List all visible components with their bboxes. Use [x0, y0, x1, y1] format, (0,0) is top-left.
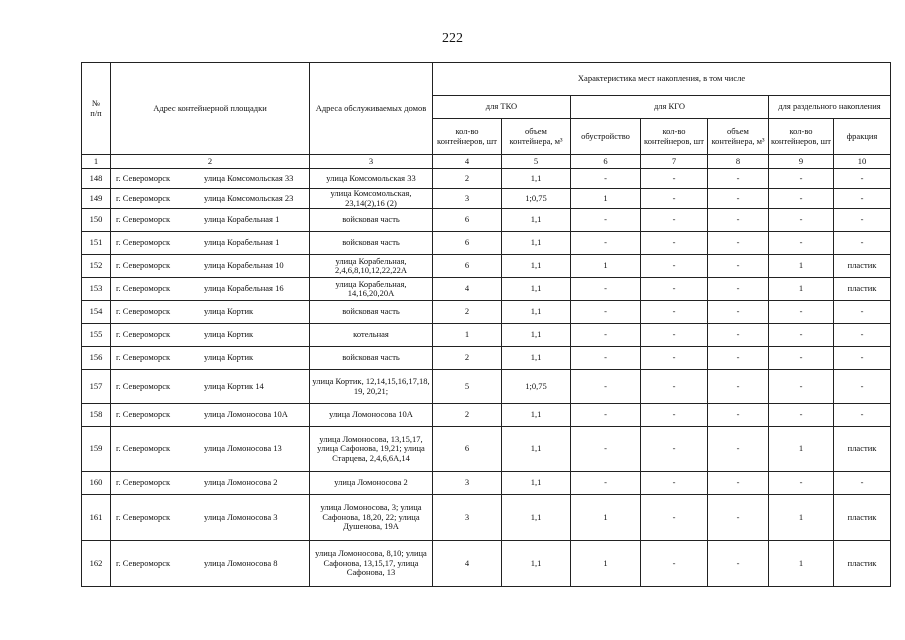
sep-fraction: пластик [834, 495, 891, 541]
row-number: 150 [82, 209, 111, 232]
city-name: г. Североморск [116, 306, 171, 317]
tko-count: 6 [433, 209, 502, 232]
table-row [82, 472, 891, 495]
col-number: 8 [708, 155, 769, 169]
served-houses: улица Комсомольская, 23,14(2),16 (2) [310, 189, 433, 209]
city-name: г. Североморск [116, 237, 171, 248]
row-number: 148 [82, 169, 111, 189]
sep-count: - [769, 347, 834, 370]
kgo-volume: - [708, 472, 769, 495]
kgo-setup: - [571, 301, 641, 324]
tko-count: 2 [433, 347, 502, 370]
kgo-setup: 1 [571, 189, 641, 209]
sep-fraction: пластик [834, 278, 891, 301]
header-kgo-setup: обустройство [571, 119, 641, 155]
header-separate: для раздельного накопления [769, 96, 891, 119]
tko-count: 4 [433, 541, 502, 587]
tko-volume: 1,1 [502, 472, 571, 495]
kgo-setup: - [571, 347, 641, 370]
table-row [82, 169, 891, 189]
table-row [82, 278, 891, 301]
kgo-setup: - [571, 278, 641, 301]
row-number: 149 [82, 189, 111, 209]
served-houses: войсковая часть [310, 232, 433, 255]
row-number: 156 [82, 347, 111, 370]
tko-volume: 1,1 [502, 209, 571, 232]
site-address-cell [111, 370, 310, 404]
row-number: 151 [82, 232, 111, 255]
tko-count: 4 [433, 278, 502, 301]
tko-volume: 1,1 [502, 347, 571, 370]
site-address-cell [111, 427, 310, 472]
tko-volume: 1,1 [502, 301, 571, 324]
served-houses: улица Ломоносова 2 [310, 472, 433, 495]
sep-fraction: - [834, 209, 891, 232]
header-kgo-count: кол-во контейнеров, шт [641, 119, 708, 155]
kgo-volume: - [708, 189, 769, 209]
table-row [82, 427, 891, 472]
sep-count: - [769, 232, 834, 255]
site-address-cell [111, 209, 310, 232]
kgo-volume: - [708, 347, 769, 370]
kgo-setup: 1 [571, 541, 641, 587]
table-row [82, 541, 891, 587]
site-address-cell [111, 232, 310, 255]
kgo-count: - [641, 301, 708, 324]
sep-fraction: пластик [834, 541, 891, 587]
sep-count: - [769, 404, 834, 427]
street-address: улица Ломоносова 3 [204, 511, 278, 522]
header-tko: для ТКО [433, 96, 571, 119]
tko-count: 3 [433, 189, 502, 209]
sep-count: - [769, 324, 834, 347]
kgo-count: - [641, 404, 708, 427]
kgo-volume: - [708, 370, 769, 404]
street-address: улица Ломоносова 2 [204, 477, 278, 488]
sep-count: - [769, 169, 834, 189]
sep-count: - [769, 472, 834, 495]
row-number: 155 [82, 324, 111, 347]
table-row [82, 495, 891, 541]
street-address: улица Корабельная 1 [204, 214, 280, 225]
site-address-cell [111, 189, 310, 209]
street-address: улица Корабельная 10 [204, 260, 284, 271]
city-name: г. Североморск [116, 283, 171, 294]
tko-volume: 1,1 [502, 495, 571, 541]
city-name: г. Североморск [116, 214, 171, 225]
header-num: № п/п [82, 63, 111, 155]
col-number: 2 [111, 155, 310, 169]
city-name: г. Североморск [116, 352, 171, 363]
street-address: улица Ломоносова 10А [204, 409, 288, 420]
row-number: 158 [82, 404, 111, 427]
table-body [82, 169, 891, 587]
served-houses: улица Ломоносова, 8,10; улица Сафонова, 13,15,17, улица Сафонова, 13 [310, 541, 433, 587]
kgo-count: - [641, 232, 708, 255]
city-name: г. Североморск [116, 329, 171, 340]
street-address: улица Кортик 14 [204, 380, 264, 391]
kgo-setup: 1 [571, 495, 641, 541]
street-address: улица Ломоносова 8 [204, 557, 278, 568]
city-name: г. Североморск [116, 477, 171, 488]
tko-count: 6 [433, 255, 502, 278]
header-kgo-volume: объем контейнера, м³ [708, 119, 769, 155]
city-name: г. Североморск [116, 443, 171, 454]
sep-count: 1 [769, 278, 834, 301]
tko-volume: 1,1 [502, 427, 571, 472]
header-sep-fraction: фракция [834, 119, 891, 155]
kgo-count: - [641, 427, 708, 472]
sep-count: 1 [769, 427, 834, 472]
kgo-volume: - [708, 404, 769, 427]
sep-fraction: - [834, 232, 891, 255]
served-houses: улица Ломоносова, 3; улица Сафонова, 18,20, 22; улица Душенова, 19А [310, 495, 433, 541]
tko-count: 2 [433, 301, 502, 324]
tko-volume: 1;0,75 [502, 370, 571, 404]
table-row [82, 324, 891, 347]
sep-fraction: - [834, 324, 891, 347]
kgo-volume: - [708, 209, 769, 232]
sep-fraction: - [834, 370, 891, 404]
table-row [82, 232, 891, 255]
city-name: г. Североморск [116, 172, 171, 183]
sep-fraction: пластик [834, 255, 891, 278]
site-address-cell [111, 278, 310, 301]
sep-count: 1 [769, 255, 834, 278]
kgo-count: - [641, 541, 708, 587]
tko-count: 6 [433, 427, 502, 472]
kgo-setup: - [571, 404, 641, 427]
kgo-volume: - [708, 232, 769, 255]
served-houses: войсковая часть [310, 347, 433, 370]
site-address-cell [111, 301, 310, 324]
kgo-volume: - [708, 301, 769, 324]
served-houses: улица Ломоносова 10А [310, 404, 433, 427]
tko-volume: 1,1 [502, 278, 571, 301]
sep-count: 1 [769, 495, 834, 541]
site-address-cell [111, 541, 310, 587]
row-number: 162 [82, 541, 111, 587]
header-characteristic: Характеристика мест накопления, в том числе [433, 63, 891, 96]
site-address-cell [111, 472, 310, 495]
street-address: улица Комсомольская 33 [204, 172, 294, 183]
tko-volume: 1,1 [502, 232, 571, 255]
served-houses: улица Комсомольская 33 [310, 169, 433, 189]
table-row [82, 301, 891, 324]
street-address: улица Кортик [204, 306, 254, 317]
tko-volume: 1,1 [502, 255, 571, 278]
tko-count: 1 [433, 324, 502, 347]
served-houses: улица Ломоносова, 13,15,17, улица Сафонова, 19,21; улица Старцева, 2,4,6,6А,14 [310, 427, 433, 472]
kgo-setup: - [571, 370, 641, 404]
table-row [82, 347, 891, 370]
sep-fraction: - [834, 347, 891, 370]
header-sep-count: кол-во контейнеров, шт [769, 119, 834, 155]
site-address-cell [111, 495, 310, 541]
sep-fraction: - [834, 404, 891, 427]
kgo-count: - [641, 472, 708, 495]
kgo-count: - [641, 495, 708, 541]
tko-count: 3 [433, 472, 502, 495]
served-houses: войсковая часть [310, 301, 433, 324]
sep-count: - [769, 301, 834, 324]
kgo-count: - [641, 255, 708, 278]
street-address: улица Кортик [204, 329, 254, 340]
header-site-address: Адрес контейнерной площадки [111, 63, 310, 155]
col-number: 6 [571, 155, 641, 169]
kgo-volume: - [708, 495, 769, 541]
row-number: 154 [82, 301, 111, 324]
street-address: улица Корабельная 1 [204, 237, 280, 248]
row-number: 157 [82, 370, 111, 404]
city-name: г. Североморск [116, 557, 171, 568]
served-houses: улица Корабельная, 2,4,6,8,10,12,22,22А [310, 255, 433, 278]
tko-volume: 1,1 [502, 404, 571, 427]
header-tko-count: кол-во контейнеров, шт [433, 119, 502, 155]
table-row [82, 404, 891, 427]
sep-count: - [769, 370, 834, 404]
tko-count: 2 [433, 404, 502, 427]
sep-count: - [769, 209, 834, 232]
header-kgo: для КГО [571, 96, 769, 119]
kgo-count: - [641, 189, 708, 209]
site-address-cell [111, 347, 310, 370]
kgo-volume: - [708, 169, 769, 189]
kgo-setup: - [571, 427, 641, 472]
kgo-setup: - [571, 209, 641, 232]
sep-fraction: - [834, 189, 891, 209]
city-name: г. Североморск [116, 409, 171, 420]
kgo-count: - [641, 324, 708, 347]
page-number: 222 [442, 31, 463, 46]
street-address: улица Корабельная 16 [204, 283, 284, 294]
city-name: г. Североморск [116, 192, 171, 203]
tko-volume: 1,1 [502, 541, 571, 587]
col-number: 7 [641, 155, 708, 169]
kgo-count: - [641, 209, 708, 232]
col-number: 3 [310, 155, 433, 169]
tko-volume: 1,1 [502, 169, 571, 189]
kgo-setup: - [571, 324, 641, 347]
kgo-volume: - [708, 427, 769, 472]
tko-count: 2 [433, 169, 502, 189]
city-name: г. Североморск [116, 511, 171, 522]
tko-count: 5 [433, 370, 502, 404]
col-number: 1 [82, 155, 111, 169]
table-row [82, 209, 891, 232]
city-name: г. Североморск [116, 260, 171, 271]
street-address: улица Комсомольская 23 [204, 192, 294, 203]
sep-fraction: - [834, 472, 891, 495]
tko-volume: 1;0,75 [502, 189, 571, 209]
kgo-count: - [641, 278, 708, 301]
kgo-setup: - [571, 472, 641, 495]
served-houses: войсковая часть [310, 209, 433, 232]
col-number: 5 [502, 155, 571, 169]
site-address-cell [111, 255, 310, 278]
kgo-setup: - [571, 169, 641, 189]
street-address: улица Кортик [204, 352, 254, 363]
col-number: 4 [433, 155, 502, 169]
container-sites-table [81, 62, 891, 587]
served-houses: котельная [310, 324, 433, 347]
column-number-row [82, 155, 891, 169]
kgo-volume: - [708, 324, 769, 347]
street-address: улица Ломоносова 13 [204, 443, 282, 454]
kgo-volume: - [708, 278, 769, 301]
site-address-cell [111, 324, 310, 347]
kgo-volume: - [708, 541, 769, 587]
row-number: 161 [82, 495, 111, 541]
col-number: 9 [769, 155, 834, 169]
table-row [82, 255, 891, 278]
row-number: 160 [82, 472, 111, 495]
kgo-count: - [641, 370, 708, 404]
tko-volume: 1,1 [502, 324, 571, 347]
city-name: г. Североморск [116, 380, 171, 391]
header-served-addresses: Адреса обслуживаемых домов [310, 63, 433, 155]
row-number: 153 [82, 278, 111, 301]
kgo-count: - [641, 347, 708, 370]
row-number: 159 [82, 427, 111, 472]
kgo-volume: - [708, 255, 769, 278]
sep-fraction: пластик [834, 427, 891, 472]
kgo-setup: - [571, 232, 641, 255]
sep-fraction: - [834, 301, 891, 324]
row-number: 152 [82, 255, 111, 278]
served-houses: улица Корабельная, 14,16,20,20А [310, 278, 433, 301]
sep-count: 1 [769, 541, 834, 587]
kgo-count: - [641, 169, 708, 189]
table-row [82, 189, 891, 209]
site-address-cell [111, 169, 310, 189]
col-number: 10 [834, 155, 891, 169]
sep-fraction: - [834, 169, 891, 189]
site-address-cell [111, 404, 310, 427]
header-tko-volume: объем контейнера, м³ [502, 119, 571, 155]
table-row [82, 370, 891, 404]
tko-count: 3 [433, 495, 502, 541]
kgo-setup: 1 [571, 255, 641, 278]
sep-count: - [769, 189, 834, 209]
served-houses: улица Кортик, 12,14,15,16,17,18, 19, 20,21; [310, 370, 433, 404]
tko-count: 6 [433, 232, 502, 255]
